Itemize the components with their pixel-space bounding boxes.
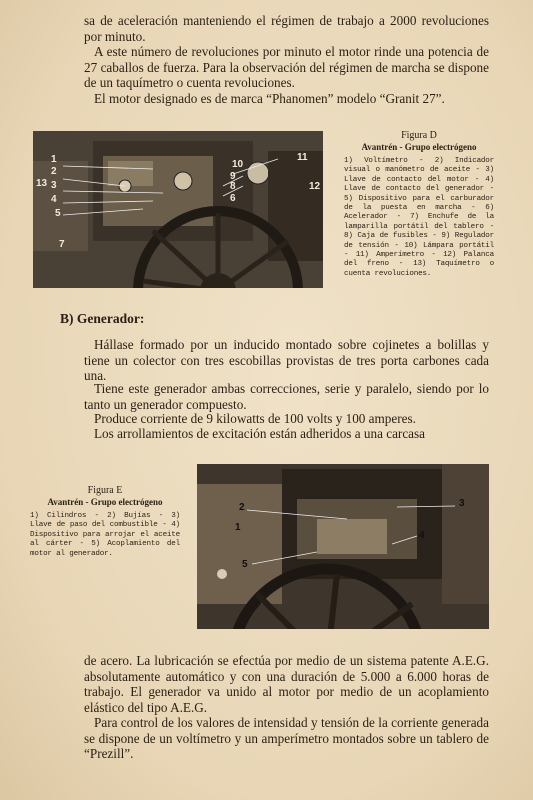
figure-d-photo — [33, 131, 323, 288]
figure-d-callout-2: 2 — [51, 166, 57, 177]
paragraph-acceleration: sa de aceleración manteniendo el régimen de trabajo a 2000 revoluciones por minuto. — [84, 13, 489, 44]
figure-d-subtitle: Avantrén - Grupo electrógeno — [361, 142, 477, 153]
paragraph-generator-armature: Hállase formado por un inducido montado sobre cojinetes a bolillas y tiene un colector con tres escobillas provistas de tres porta carbones cada una. — [84, 337, 489, 384]
section-b-heading: B) Generador: — [60, 311, 145, 326]
figure-e-callout-4: 4 — [419, 530, 425, 541]
figure-d-callout-10: 10 — [232, 159, 244, 170]
figure-d-callout-13: 13 — [36, 178, 48, 189]
figure-d-callout-6: 6 — [230, 193, 236, 204]
figure-d-title: Figura D — [401, 130, 437, 141]
paragraph-generator-output: Produce corriente de 9 kilowatts de 100 volts y 100 amperes. — [94, 411, 416, 426]
figure-d-callout-12: 12 — [309, 181, 321, 192]
paragraph-lubrication: de acero. La lubricación se efectúa por medio de un sistema patente A.E.G. absolutamente automático y con una duración de 5.000 a 6.000 horas de trabajo. El generador va unido al motor por medio de un acoplamiento elástico del tipo A.E.G. — [84, 653, 489, 715]
figure-e-photo — [197, 464, 489, 629]
figure-e-caption — [30, 486, 180, 559]
figure-e-callout-1: 1 — [235, 522, 241, 533]
figure-d-callout-3: 3 — [51, 180, 57, 191]
paragraph-power: A este número de revoluciones por minuto el motor rinde una potencia de 27 caballos de fuerza. Para la observación del régimen de marcha se dispone de un taquímetro o cuenta revoluciones. — [84, 44, 489, 91]
paragraph-generator-compound: Tiene este generador ambas correcciones, serie y paralelo, siendo por lo tanto un generador compuesto. — [84, 381, 489, 412]
figure-e-callout-2: 2 — [239, 502, 245, 513]
figure-e-title: Figura E — [87, 485, 123, 496]
figure-d-callout-8: 8 — [230, 181, 236, 192]
paragraph-generator-windings: Los arrollamientos de excitación están adheridos a una carcasa — [94, 426, 426, 441]
figure-d-callout-5: 5 — [55, 208, 61, 219]
figure-e-illustration — [197, 464, 489, 629]
figure-d-callout-7: 7 — [59, 239, 65, 250]
figure-d-illustration — [33, 131, 323, 288]
paragraph-control: Para control de los valores de intensidad y tensión de la corriente generada se dispone de un voltímetro y un amperímetro montados sobre un tablero de “Prezill”. — [84, 715, 489, 762]
figure-e-legend: 1) Cilindros - 2) Bujías - 3) Llave de paso del combustible - 4) Dispositivo para arrojar el aceite al cárter - 5) Acoplamiento del motor al generador. — [30, 511, 180, 558]
figure-e-callout-5: 5 — [242, 559, 248, 570]
figure-d-callout-4: 4 — [51, 194, 57, 205]
figure-d-caption — [344, 131, 494, 279]
figure-e-subtitle: Avantrén - Grupo electrógeno — [47, 497, 163, 508]
figure-d-callout-1: 1 — [51, 154, 57, 165]
figure-d-callout-11: 11 — [297, 152, 308, 163]
figure-d-callout-9: 9 — [230, 171, 236, 182]
figure-d-legend: 1) Voltímetro - 2) Indicador visual o manómetro de aceite - 3) Llave de contacto del motor - 4) Llave de contacto del generador - 5) Dispositivo para el carburador de la puesta en marcha - 6) Acelerador - 7) Enchufe de la lamparilla portátil del tablero - 8) Caja de fusibles - 9) Regulador de tensión - 10) Lámpara portátil - 11) Amperímetro - 12) Palanca del freno - 13) Taquímetro o cuenta revoluciones. — [344, 156, 494, 278]
figure-e-callout-3: 3 — [459, 498, 465, 509]
paragraph-motor-brand: El motor designado es de marca “Phanomen” modelo “Granit 27”. — [94, 91, 445, 106]
